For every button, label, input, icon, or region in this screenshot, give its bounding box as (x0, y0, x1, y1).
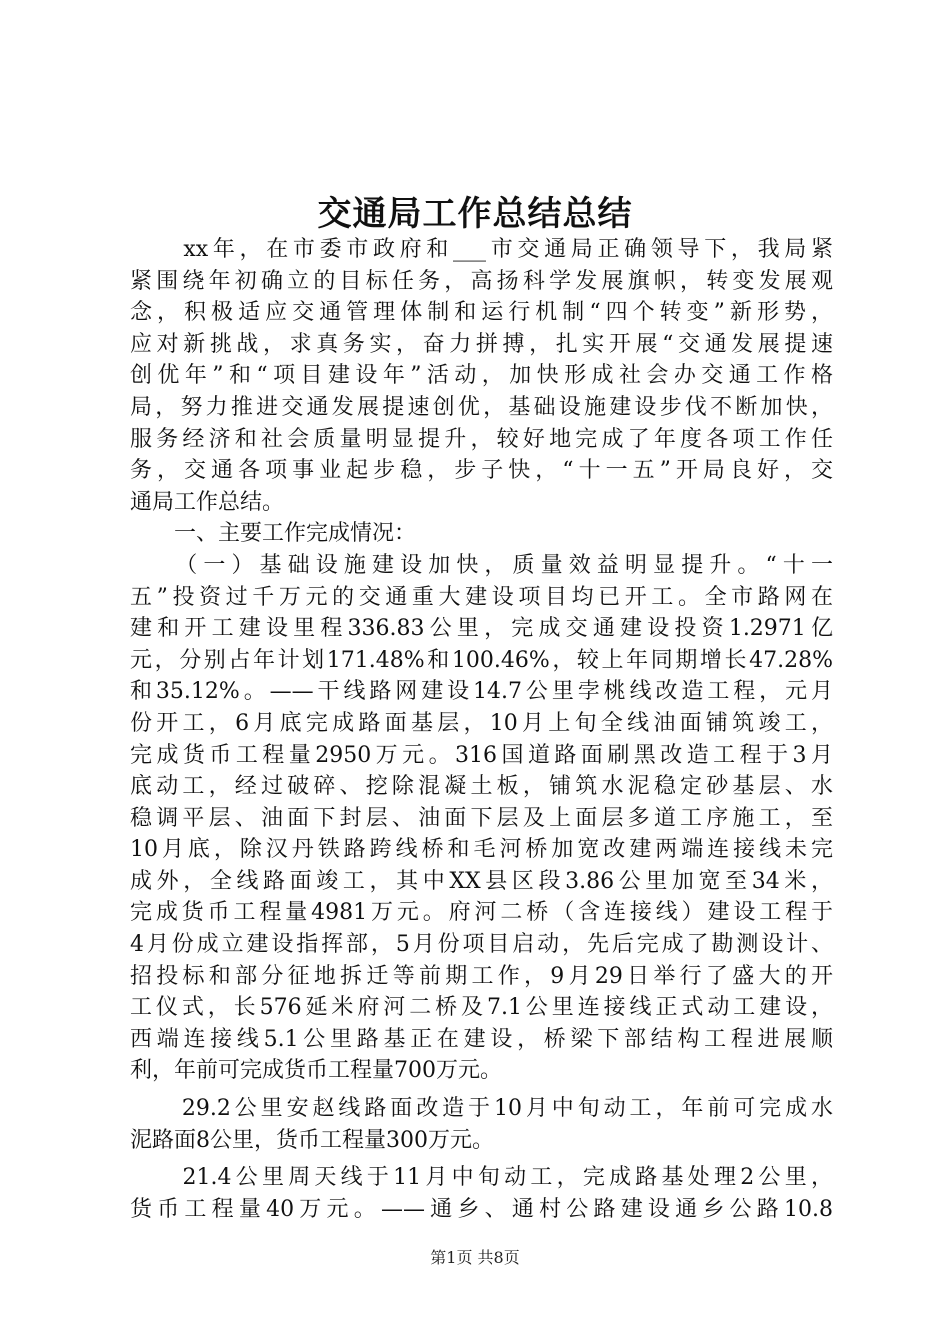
document-body (130, 234, 833, 1225)
section-heading: 一、主要工作完成情况： (130, 521, 417, 547)
body-line: 份开工，6月底完成路面基层，10月上旬全线油面铺筑竣工， (130, 710, 833, 736)
body-line: 紧围绕年初确立的目标任务，高扬科学发展旗帜，转变发展观 (130, 268, 833, 294)
body-line: 西端连接线5.1公里路基正在建设，桥梁下部结构工程进展顺 (130, 1026, 833, 1052)
body-line: 局，努力推进交通发展提速创优，基础设施建设步伐不断加快， (130, 394, 833, 420)
body-line: 21.4公里周天线于11月中旬动工，完成路基处理2公里， (130, 1165, 833, 1191)
body-line: 泥路面8公里，货币工程量300万元。 (130, 1127, 494, 1153)
body-line: 和35.12%。——干线路网建设14.7公里孛桃线改造工程，元月 (130, 679, 833, 705)
body-line: 五”投资过千万元的交通重大建设项目均已开工。全市路网在 (130, 584, 833, 610)
body-line: 应对新挑战，求真务实，奋力拼搏，扎实开展“交通发展提速 (130, 331, 833, 357)
body-line: 稳调平层、油面下封层、油面下层及上面层多道工序施工，至 (130, 805, 833, 831)
body-line: 通局工作总结。 (130, 489, 285, 515)
document-title: 交通局工作总结总结 (317, 194, 633, 234)
body-line: 务，交通各项事业起步稳，步子快，“十一五”开局良好，交 (130, 458, 833, 484)
body-line: 建和开工建设里程336.83公里，完成交通建设投资1.2971亿 (130, 616, 833, 642)
body-line: 完成货币工程量2950万元。316国道路面刷黑改造工程于3月 (130, 742, 833, 768)
body-line: 29.2公里安赵线路面改造于10月中旬动工，年前可完成水 (130, 1096, 833, 1122)
body-line: xx年，在市委市政府和___市交通局正确领导下，我局紧 (130, 237, 833, 262)
body-line: 创优年”和“项目建设年”活动，加快形成社会办交通工作格 (130, 363, 833, 389)
body-line: 工仪式，长576延米府河二桥及7.1公里连接线正式动工建设， (130, 995, 833, 1021)
body-line: 元，分别占年计划171.48%和100.46%，较上年同期增长47.28% (130, 647, 833, 673)
body-line: 完成货币工程量4981万元。府河二桥（含连接线）建设工程于 (130, 900, 833, 926)
body-line: 念，积极适应交通管理体制和运行机制“四个转变”新形势， (130, 300, 833, 326)
body-line: 服务经济和社会质量明显提升，较好地完成了年度各项工作任 (130, 426, 833, 452)
body-line: 货币工程量40万元。——通乡、通村公路建设通乡公路10.8 (130, 1196, 833, 1222)
body-line: 成外，全线路面竣工，其中XX县区段3.86公里加宽至34米， (130, 868, 833, 894)
body-line: 10月底，除汉丹铁路跨线桥和毛河桥加宽改建两端连接线未完 (130, 837, 833, 863)
body-line: （一）基础设施建设加快，质量效益明显提升。“十一 (130, 552, 833, 578)
page-footer: 第1页 共8页 (430, 1248, 520, 1267)
body-line: 利，年前可完成货币工程量700万元。 (130, 1058, 502, 1084)
body-line: 4月份成立建设指挥部，5月份项目启动，先后完成了勘测设计、 (130, 932, 833, 958)
body-line: 底动工，经过破碎、挖除混凝土板，铺筑水泥稳定砂基层、水 (130, 774, 833, 800)
body-line: 招投标和部分征地拆迁等前期工作，9月29日举行了盛大的开 (130, 963, 833, 989)
